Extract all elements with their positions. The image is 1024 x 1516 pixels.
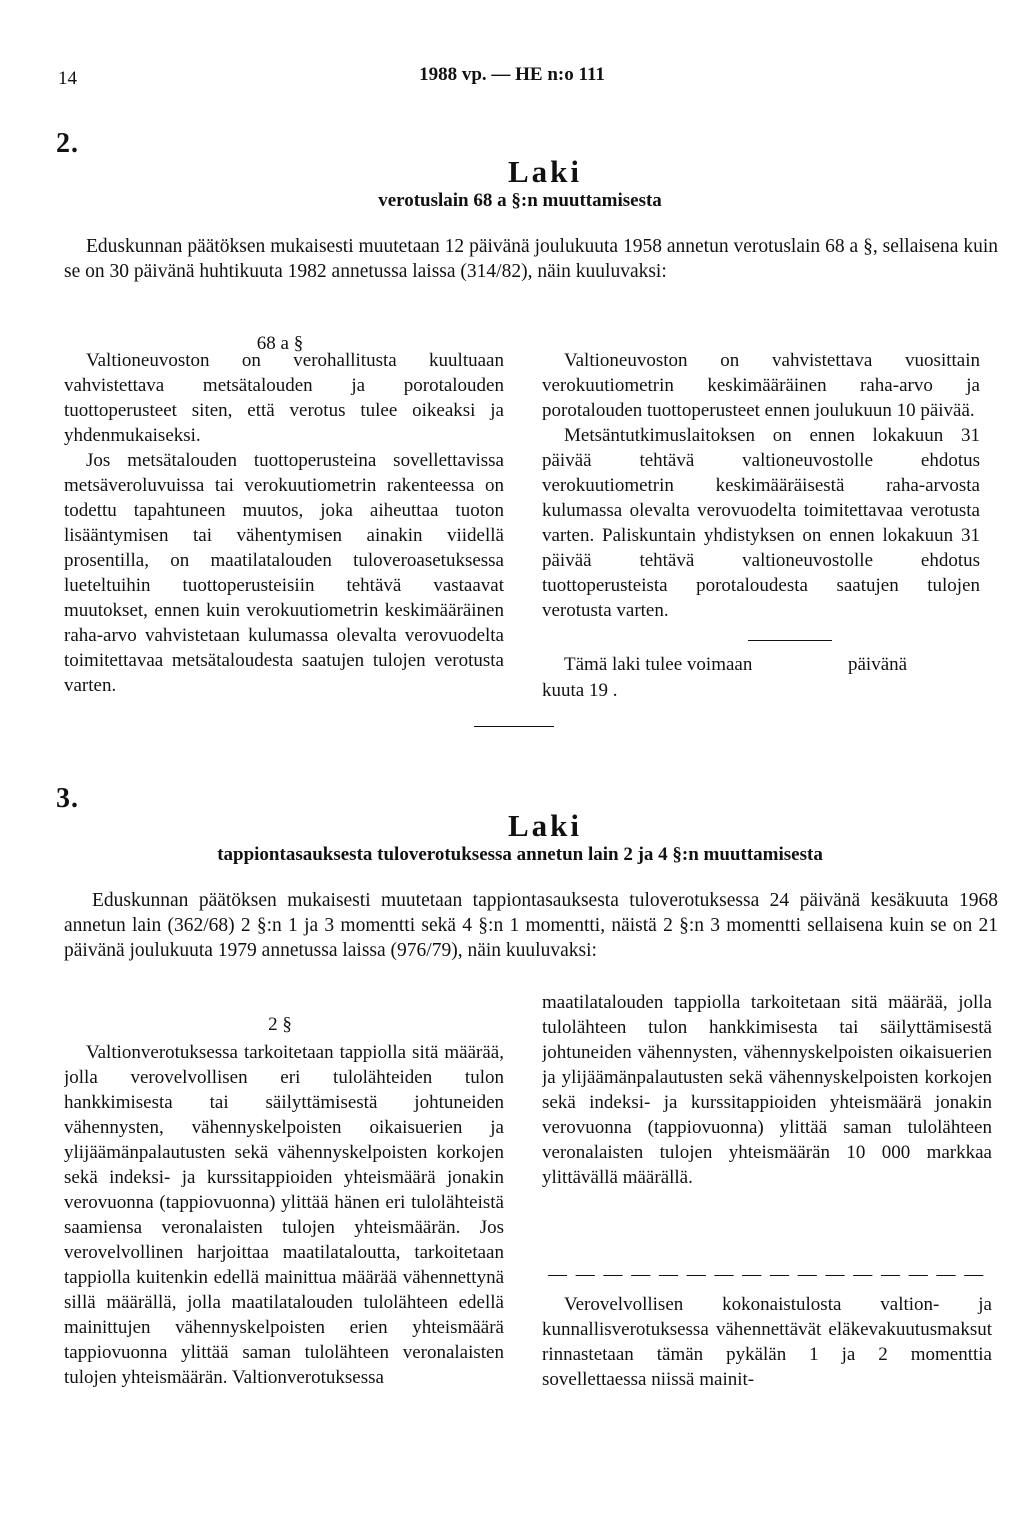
section-2-entry-line1-b: päivänä	[848, 654, 908, 675]
section-2-number: 2.	[56, 128, 79, 159]
section-2-right-p2: Metsäntutkimuslaitoksen on ennen lokakuun 31 päivää tehtävä valtioneuvostolle ehdotus verokuutiometrin keskimääräisestä raha-arvosta kulumassa olevalta verovuodelta toimitettavaa verotusta varten. Paliskuntain yhdistyksen on ennen lokakuun 31 päivää tehtävä valtioneuvostolle ehdotus tuottoperusteista porotaloudesta saatujen tulojen verotusta varten.	[542, 425, 980, 621]
section-3-right-p2: Verovelvollisen kokonaistulosta valtion- ja kunnallisverotuksessa vähennettävät eläkevakuutusmaksut rinnastetaan tämän pykälän 1 ja 2 momenttia sovellettaessa niissä mainit-	[542, 1294, 992, 1390]
section-3-right-p1-continued: maatilatalouden tappiolla tarkoitetaan sitä määrää, jolla tulolähteen tulon hankkimisesta tai säilyttämisestä johtuneiden vähennysten, vähennyskelpoisten oikaisuerien ja ylijäämänpalautusten sekä vähennyskelpoisten korkojen sekä indeksi- ja kurssitappioiden yhteismäärä jonakin verovuonna (tappiovuonna) ylittää saman tulolähteen veronalaisten tulojen yhteismäärän 10 000 markkaa ylittävällä määrällä.	[542, 992, 992, 1188]
section-3-subtitle: tappiontasauksesta tuloverotuksessa annetun lain 2 ja 4 §:n muuttamisesta	[217, 844, 823, 865]
section-3-paragraph-ref: 2 §	[268, 1014, 292, 1035]
section-3-omission-dashes: — — — — — — — — — — — — — — — —	[548, 1264, 986, 1285]
section-3-left-p1: Valtionverotuksessa tarkoitetaan tappiolla sitä määrää, jolla verovelvollisen eri tulolähteiden tulon hankkimisesta tai säilyttämisestä johtuneiden vähennysten, vähennyskelpoisten oikaisuerien ja ylijäämänpalautusten sekä vähennyskelpoisten korkojen sekä indeksi- ja kurssitappioiden yhteismäärä jonakin verovuonna (tappiovuonna) ylittää hänen eri tulolähteistä saamiensa veronalaisten tulojen yhteismäärän. Jos verovelvollinen harjoittaa maatilataloutta, tarkoitetaan tappiolla kuitenkin edellä mainittua määrää vähennettynä sillä määrällä, jolla maatilatalouden tulolähteen edellä mainittujen vähennyskelpoisten erien yhteismäärä tappiovuonna ylittää saman tulolähteen veronalaisten tulojen yhteismäärän. Valtionverotuksessa	[64, 1042, 504, 1388]
section-2-entry-line2: kuuta 19 .	[542, 680, 618, 701]
section-2-left-p1: Valtioneuvoston on verohallitusta kuultuaan vahvistettava metsätalouden ja porotalouden tuottoperusteet siten, että verotus tulee oikeaksi ja yhdenmukaiseksi.	[64, 350, 504, 446]
page-number: 14	[58, 68, 77, 89]
section-3-left-column	[64, 1040, 504, 1400]
section-3-right-column-lower	[542, 1292, 992, 1392]
section-2-paragraph-ref: 68 a §	[256, 333, 304, 354]
section-2-title: Laki	[507, 154, 583, 189]
section-2-subtitle: verotuslain 68 a §:n muuttamisesta	[378, 190, 662, 211]
running-header: 1988 vp. — HE n:o 111	[419, 64, 605, 85]
section-2-left-p2: Jos metsätalouden tuottoperusteina sovellettavissa metsäveroluvuissa tai verokuutiometrin rakenteessa on todettu tapahtuneen muutos, joka aiheuttaa tuoton lisääntymisen tai vähentymisen ainakin viidellä prosentilla, on maatilatalouden tuloveroasetuksessa lueteltuihin tuottoperusteisiin tehtävä vastaavat muutokset, ennen kuin verokuutiometrin keskimääräinen raha-arvo vahvistetaan kulumassa olevalta verovuodelta toimitettavaa metsätaloudesta saatujen tulojen verotusta varten.	[64, 450, 504, 696]
section-2-entry-line1-a: Tämä laki tulee voimaan	[564, 654, 753, 675]
section-3-number: 3.	[56, 783, 79, 814]
section-2-intro: Eduskunnan päätöksen mukaisesti muutetaan 12 päivänä joulukuuta 1958 annetun verotuslain 68 a §, sellaisena kuin se on 30 päivänä huhtikuuta 1982 annetussa laissa (314/82), näin kuuluvaksi:	[64, 236, 998, 282]
section-2-left-column	[64, 348, 504, 698]
section-2-right-column	[542, 348, 980, 623]
section-divider-rule	[474, 726, 554, 727]
section-3-intro: Eduskunnan päätöksen mukaisesti muutetaan tappiontasauksesta tuloverotuksessa 24 päivänä kesäkuuta 1968 annetun lain (362/68) 2 §:n 1 ja 3 momentti sekä 4 §:n 1 momentti, näistä 2 §:n 3 momentti sellaisena kuin se on 21 päivänä joulukuuta 1979 annetussa laissa (976/79), näin kuuluvaksi:	[64, 890, 998, 961]
section-2-short-rule	[748, 640, 832, 641]
section-3-right-column	[542, 990, 992, 1210]
section-3-title: Laki	[507, 808, 583, 843]
section-2-right-p1: Valtioneuvoston on vahvistettava vuosittain verokuutiometrin keskimääräinen raha-arvo ja porotalouden tuottoperusteet ennen joulukuun 10 päivää.	[542, 350, 980, 421]
